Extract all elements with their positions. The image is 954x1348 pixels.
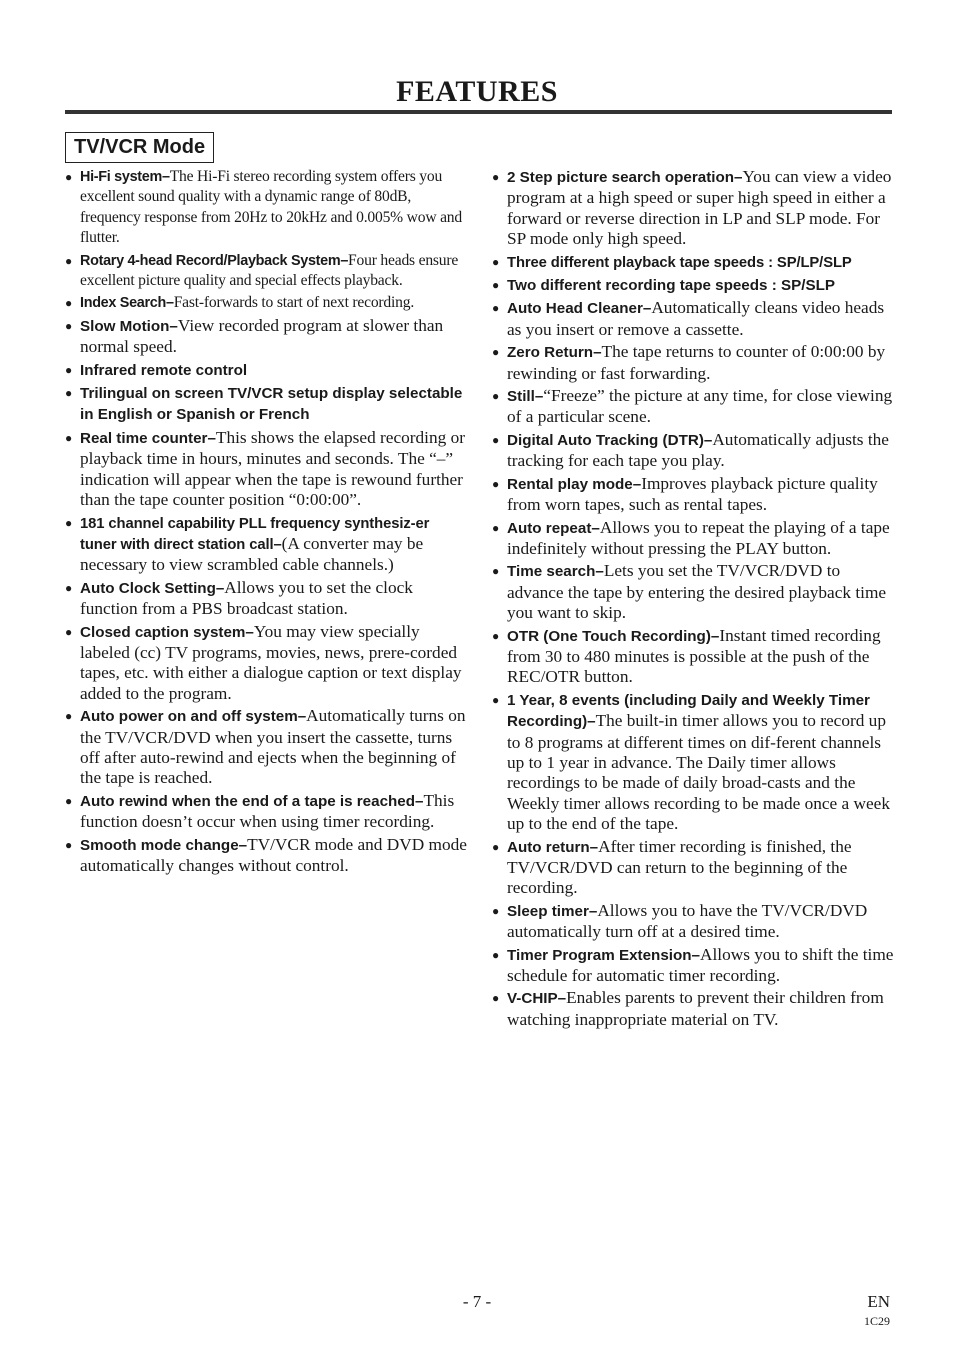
feature-text: Lets you set the TV/VCR/DVD to advance the tape by entering the desired playback time you want to skip.: [507, 561, 887, 623]
bullet-icon: ●: [492, 345, 500, 360]
feature-label: Rotary 4-head Record/Playback System–: [80, 252, 349, 269]
bullet-icon: ●: [65, 253, 73, 268]
bullet-icon: ●: [492, 564, 500, 579]
feature-label: Auto rewind when the end of a tape is reached–: [80, 792, 424, 810]
bullet-icon: ●: [492, 839, 500, 854]
feature-text: Automatically turns on the TV/VCR/DVD when you insert the cassette, turns off after auto-rewind and ejects when the beginning of the tape is reached.: [80, 706, 466, 788]
feature-item: [490, 275, 894, 296]
feature-item: [63, 513, 467, 576]
page-title: FEATURES: [396, 75, 558, 108]
feature-label: OTR (One Touch Recording)–: [507, 627, 720, 645]
feature-item: [490, 837, 894, 899]
bullet-icon: ●: [492, 476, 500, 491]
feature-text: Allows you to repeat the playing of a tape indefinitely without pressing the PLAY button.: [507, 517, 890, 558]
feature-text: You may view specially labeled (cc) TV programs, movies, news, prere-corded tapes, etc. with either a dialogue caption or text display added to the program.: [80, 621, 462, 703]
page-number: - 7 -: [462, 1292, 492, 1311]
feature-text: (A converter may be necessary to view scrambled cable channels.): [80, 533, 424, 575]
bullet-icon: ●: [492, 520, 500, 535]
feature-item: [63, 706, 467, 789]
bullet-icon: ●: [65, 515, 73, 530]
bullet-icon: ●: [492, 947, 500, 962]
feature-item: [490, 342, 894, 384]
title-underline: [65, 110, 892, 114]
feature-label: Index Search–: [80, 295, 174, 312]
bullet-icon: ●: [65, 362, 73, 377]
feature-text: Allows you to have the TV/VCR/DVD automatically turn off at a desired time.: [507, 900, 868, 942]
document-code: 1C29: [863, 1314, 890, 1328]
feature-label: 2 Step picture search operation–: [507, 169, 743, 186]
bullet-icon: ●: [492, 991, 500, 1006]
bullet-icon: ●: [65, 624, 73, 639]
bullet-icon: ●: [65, 837, 73, 852]
bullet-icon: ●: [65, 296, 73, 311]
feature-label: Auto return–: [507, 838, 599, 856]
feature-item: [63, 167, 467, 249]
feature-text: “Freeze” the picture at any time, for close viewing of a particular scene.: [507, 386, 893, 427]
feature-label: Infrared remote control: [80, 361, 248, 379]
bullet-icon: ●: [65, 318, 73, 333]
feature-label: Rental play mode–: [507, 475, 642, 493]
feature-label: Auto repeat–: [507, 519, 600, 537]
feature-label: Closed caption system–: [80, 623, 254, 641]
feature-label: Auto power on and off system–: [80, 708, 307, 726]
bullet-icon: ●: [492, 254, 500, 269]
bullet-icon: ●: [492, 903, 500, 918]
feature-text: This function doesn’t occur when using timer recording.: [80, 790, 455, 832]
feature-item: [490, 298, 894, 340]
feature-label: Two different recording tape speeds : SP/SLP: [507, 277, 835, 295]
feature-item: [63, 293, 467, 313]
feature-item: [490, 561, 894, 623]
feature-text: This shows the elapsed recording or playback time in hours, minutes and seconds. The “–” indication will appear when the tape is rewound further than the tape counter position “0:00:00”.: [80, 427, 465, 510]
feature-item: [490, 252, 894, 273]
feature-text: Improves playback picture quality from worn tapes, such as rental tapes.: [507, 473, 878, 515]
feature-label: Zero Return–: [507, 344, 602, 362]
feature-text: Fast-forwards to start of next recording.: [173, 294, 415, 312]
feature-label: Auto Head Cleaner–: [507, 300, 652, 318]
feature-text: Instant timed recording from 30 to 480 minutes is possible at the push of the REC/OTR button.: [507, 625, 881, 687]
feature-text: After timer recording is finished, the TV/VCR/DVD can return to the beginning of the recording.: [507, 836, 852, 898]
bullet-icon: ●: [492, 301, 500, 316]
feature-label: 181 channel capability PLL frequency synthesiz-er tuner with direct station call–: [80, 515, 430, 553]
bullet-icon: ●: [492, 628, 500, 643]
bullet-icon: ●: [65, 580, 73, 595]
bullet-icon: ●: [65, 386, 73, 401]
feature-item: [490, 518, 894, 560]
bullet-icon: ●: [492, 170, 500, 184]
feature-text: The built-in timer allows you to record up to 8 programs at different times on dif-ferent channels up to 1 year in advance. The Daily timer allows recordings to be made of daily broad-casts and the Weekly timer allows recording to be made once a week up to the end of the tape.: [507, 711, 890, 834]
bullet-icon: ●: [65, 793, 73, 808]
feature-label: Sleep timer–: [507, 902, 598, 920]
feature-item: [490, 386, 894, 428]
feature-label: Auto Clock Setting–: [80, 579, 225, 597]
feature-text: View recorded program at slower than normal speed.: [80, 315, 444, 357]
feature-item: [490, 690, 894, 835]
feature-item: [63, 835, 467, 877]
feature-item: [63, 622, 467, 705]
feature-label: V-CHIP–: [507, 990, 567, 1008]
feature-item: [63, 578, 467, 620]
bullet-icon: ●: [65, 709, 73, 724]
feature-item: [63, 360, 467, 381]
feature-item: [490, 626, 894, 688]
feature-label: Digital Auto Tracking (DTR)–: [507, 431, 713, 449]
feature-text: Enables parents to prevent their children from watching inappropriate material on TV.: [507, 988, 884, 1029]
feature-text: Automatically cleans video heads as you insert or remove a cassette.: [507, 298, 885, 339]
feature-item: [490, 474, 894, 516]
feature-label: Trilingual on screen TV/VCR setup display selectable in English or Spanish or French: [80, 385, 463, 424]
feature-item: [63, 428, 467, 511]
feature-label: Time search–: [507, 563, 604, 581]
feature-text: You can view a video program at a high speed or super high speed in either a forward or reverse direction in LP and SLP mode. For SP mode only high speed.: [507, 167, 892, 249]
feature-item: [490, 945, 894, 987]
feature-item: [63, 383, 467, 426]
feature-label: Real time counter–: [80, 429, 216, 447]
feature-text: Automatically adjusts the tracking for each tape you play.: [507, 429, 889, 471]
feature-item: [63, 251, 467, 292]
feature-text: The Hi-Fi stereo recording system offers you excellent sound quality with a dynamic range of 80dB, frequency response from 20Hz to 20kHz and 0.005% wow and flutter.: [80, 168, 463, 247]
feature-text: Allows you to set the clock function from a PBS broadcast station.: [80, 577, 413, 619]
bullet-icon: ●: [492, 389, 500, 404]
feature-label: Slow Motion–: [80, 317, 178, 335]
bullet-icon: ●: [65, 170, 73, 184]
language-code: EN: [867, 1292, 890, 1311]
bullet-icon: ●: [492, 278, 500, 293]
bullet-icon: ●: [492, 432, 500, 447]
feature-item: [490, 167, 894, 250]
feature-item: [490, 901, 894, 943]
feature-item: [490, 988, 894, 1030]
feature-text: Allows you to shift the time schedule for automatic timer recording.: [507, 944, 894, 986]
section-label-box: TV/VCR Mode: [65, 132, 214, 163]
feature-item: [490, 430, 894, 472]
bullet-icon: ●: [492, 692, 500, 707]
feature-label: Still–: [507, 388, 544, 406]
feature-label: Hi-Fi system–: [80, 169, 170, 185]
feature-item: [63, 316, 467, 358]
feature-text: Four heads ensure excellent picture quality and special effects playback.: [80, 251, 459, 290]
feature-label: Smooth mode change–: [80, 836, 248, 854]
features-right-column: [490, 167, 894, 1032]
feature-text: TV/VCR mode and DVD mode automatically changes without control.: [80, 834, 467, 875]
bullet-icon: ●: [65, 430, 73, 445]
feature-label: 1 Year, 8 events (including Daily and Weekly Timer Recording)–: [507, 691, 870, 731]
feature-label: Three different playback tape speeds : SP/LP/SLP: [507, 254, 852, 271]
features-left-column: [63, 167, 467, 878]
feature-text: The tape returns to counter of 0:00:00 by rewinding or fast forwarding.: [507, 342, 886, 383]
feature-item: [63, 791, 467, 833]
feature-label: Timer Program Extension–: [507, 946, 701, 964]
